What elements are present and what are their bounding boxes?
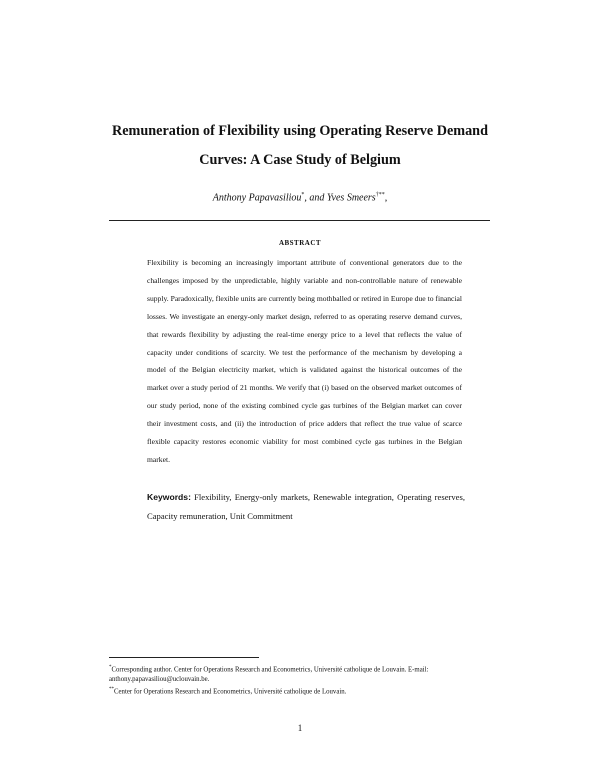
footnote-divider (109, 657, 259, 658)
footnote-2-mark: ** (109, 687, 114, 693)
keywords-label: Keywords: (147, 492, 191, 502)
keywords (147, 488, 465, 526)
author-1-mark: * (301, 192, 305, 198)
author-2-mark: †** (375, 192, 385, 198)
page-number: 1 (297, 723, 303, 733)
keywords-text: Flexibility, Energy-only markets, Renewable integration, Operating reserves, Capacity remuneration, Unit Commitment (147, 492, 465, 521)
paper-title-line-2: Curves: A Case Study of Belgium (199, 152, 401, 168)
paper-title-line-1: Remuneration of Flexibility using Operating Reserve Demand (112, 123, 488, 139)
footnote-2 (109, 685, 504, 697)
title-divider (109, 220, 490, 221)
abstract-heading: ABSTRACT (278, 239, 322, 247)
abstract-body: Flexibility is becoming an increasingly important attribute of conventional generators due to the challenges imposed by the unpredictable, highly variable and non-controllable nature of renewable supply. Paradoxically, flexible units are currently being mothballed or retired in Europe due to financial losses. We investigate an energy-only market design, referred to as operating reserve demand curves, that rewards flexibility by adjusting the real-time energy price to a level that reflects the value of capacity under conditions of scarcity. We test the performance of the mechanism by developing a model of the Belgian electricity market, which is validated against the historical outcomes of the market over a study period of 21 months. We verify that (i) based on the observed market outcomes of our study period, none of the existing combined cycle gas turbines of the Belgian market can cover their investment costs, and (ii) the introduction of price adders that reflect the true value of scarce flexible capacity restores economic viability for most combined cycle gas turbines in the Belgian market. (147, 258, 462, 464)
footnote-2-text: Center for Operations Research and Econometrics, Université catholique de Louvain. (114, 688, 347, 696)
author-list (150, 192, 450, 203)
author-trailing: , (384, 192, 388, 204)
footnote-1 (109, 663, 504, 685)
author-2: Yves Smeers (326, 192, 376, 204)
author-separator: , and (304, 192, 327, 204)
footnote-1-mark: * (109, 665, 112, 670)
author-1: Anthony Papavasiliou (212, 192, 302, 204)
footnote-1-text: Corresponding author. Center for Operations Research and Econometrics, Université catholique de Louvain. E-mail: anthony.papavasiliou@uclouvain.be. (109, 666, 429, 684)
footnotes (109, 663, 504, 698)
